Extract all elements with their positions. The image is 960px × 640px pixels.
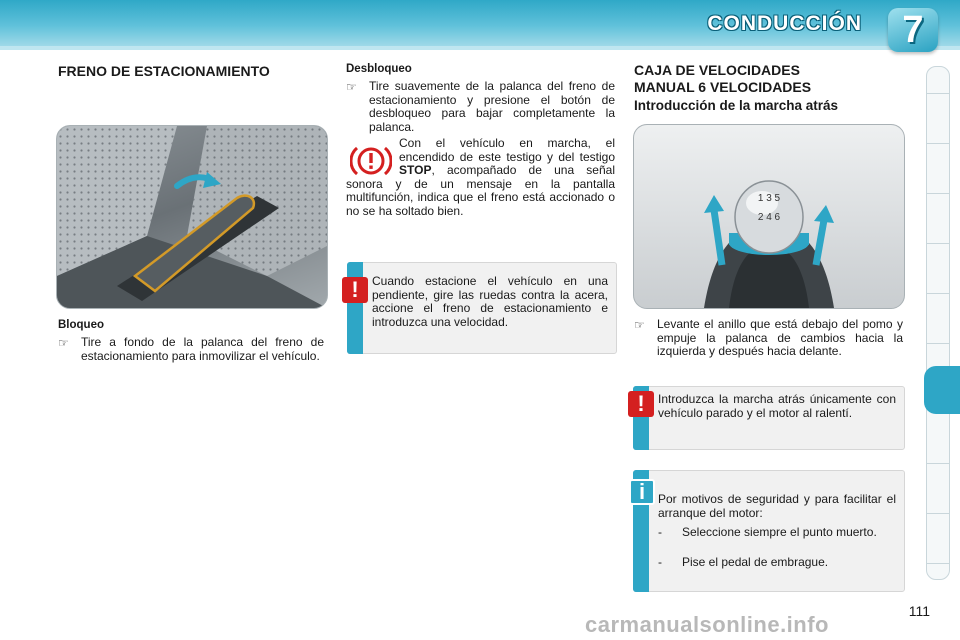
gear-pattern-top: 1 3 5 — [757, 193, 781, 204]
gearbox-title-line2: MANUAL 6 VELOCIDADES — [634, 79, 812, 95]
tab-divider — [927, 463, 949, 464]
lamp-text-spacer — [346, 137, 399, 177]
reverse-gear-instruction: Levante el anillo que está debajo del pomo y empuje la palanca de cambios hacia la izquierda y después hacia delante. — [657, 317, 903, 358]
gear-lever-illustration — [634, 125, 904, 308]
note-accent-bar — [347, 262, 363, 354]
warning-lamp-text-2: , acompañado de una señal sonora y de un mensaje en la pantalla multifunción, indica que el freno está accionado o no se ha soltado bien. — [346, 163, 615, 218]
gear-lever-photo — [633, 124, 905, 309]
list-dash: - — [658, 525, 662, 539]
pointing-hand-icon: ☞ — [58, 336, 69, 350]
gear-pattern-bottom: 2 4 6 — [757, 212, 781, 223]
header-stripe — [0, 46, 960, 50]
tab-divider — [927, 143, 949, 144]
page-number: 111 — [908, 603, 930, 619]
exclamation-icon: ! — [628, 391, 654, 417]
lock-text: Tire a fondo de la palanca del freno de estacionamiento para inmovilizar el vehículo. — [81, 335, 324, 363]
gearbox-title-line1: CAJA DE VELOCIDADES — [634, 62, 800, 78]
chapter-title: CONDUCCIÓN — [707, 12, 862, 35]
warning-lamp-text-1: Con el vehículo en marcha, el encendido de este testigo y del testigo — [399, 136, 615, 164]
parking-brake-title: FRENO DE ESTACIONAMIENTO — [58, 63, 270, 79]
safety-info-note — [633, 470, 905, 592]
lock-heading: Bloqueo — [58, 319, 104, 331]
stop-label: STOP — [399, 163, 432, 177]
unlock-heading: Desbloqueo — [346, 63, 412, 75]
warning-lamp-text — [346, 137, 615, 218]
parking-brake-illustration — [57, 126, 327, 308]
tab-divider — [927, 243, 949, 244]
tab-divider — [927, 293, 949, 294]
reverse-gear-subtitle: Introducción de la marcha atrás — [634, 98, 839, 113]
tab-divider — [927, 93, 949, 94]
watermark: carmanualsonline.info — [585, 612, 829, 637]
list-dash: - — [658, 555, 662, 569]
tab-divider — [927, 513, 949, 514]
chapter-number-badge: 7 — [888, 8, 938, 52]
safety-info-item: Seleccione siempre el punto muerto. — [682, 525, 877, 539]
safety-info-intro: Por motivos de seguridad y para facilitar el arranque del motor: — [658, 492, 896, 520]
chapter-tabs — [926, 66, 950, 580]
tab-divider — [927, 193, 949, 194]
info-icon: i — [629, 479, 655, 505]
parking-slope-note — [347, 262, 617, 354]
reverse-gear-warning-note — [633, 386, 905, 450]
tab-divider — [927, 343, 949, 344]
tab-divider — [927, 563, 949, 564]
pointing-hand-icon: ☞ — [634, 318, 645, 332]
chapter-tab-active[interactable] — [924, 366, 960, 414]
pointing-hand-icon: ☞ — [346, 80, 357, 94]
unlock-text: Tire suavemente de la palanca del freno de estacionamiento y presione el botón de desbloqueo para bajar completamente la palanca. — [369, 79, 615, 134]
parking-brake-photo — [56, 125, 328, 309]
exclamation-icon: ! — [342, 277, 368, 303]
safety-info-item: Pise el pedal de embrague. — [682, 555, 829, 569]
reverse-gear-warning-text: Introduzca la marcha atrás únicamente con vehículo parado y el motor al ralentí. — [658, 392, 896, 420]
parking-slope-note-text: Cuando estacione el vehículo en una pendiente, gire las ruedas contra la acera, accione el freno de estacionamiento e introduzca una velocidad. — [372, 274, 608, 329]
